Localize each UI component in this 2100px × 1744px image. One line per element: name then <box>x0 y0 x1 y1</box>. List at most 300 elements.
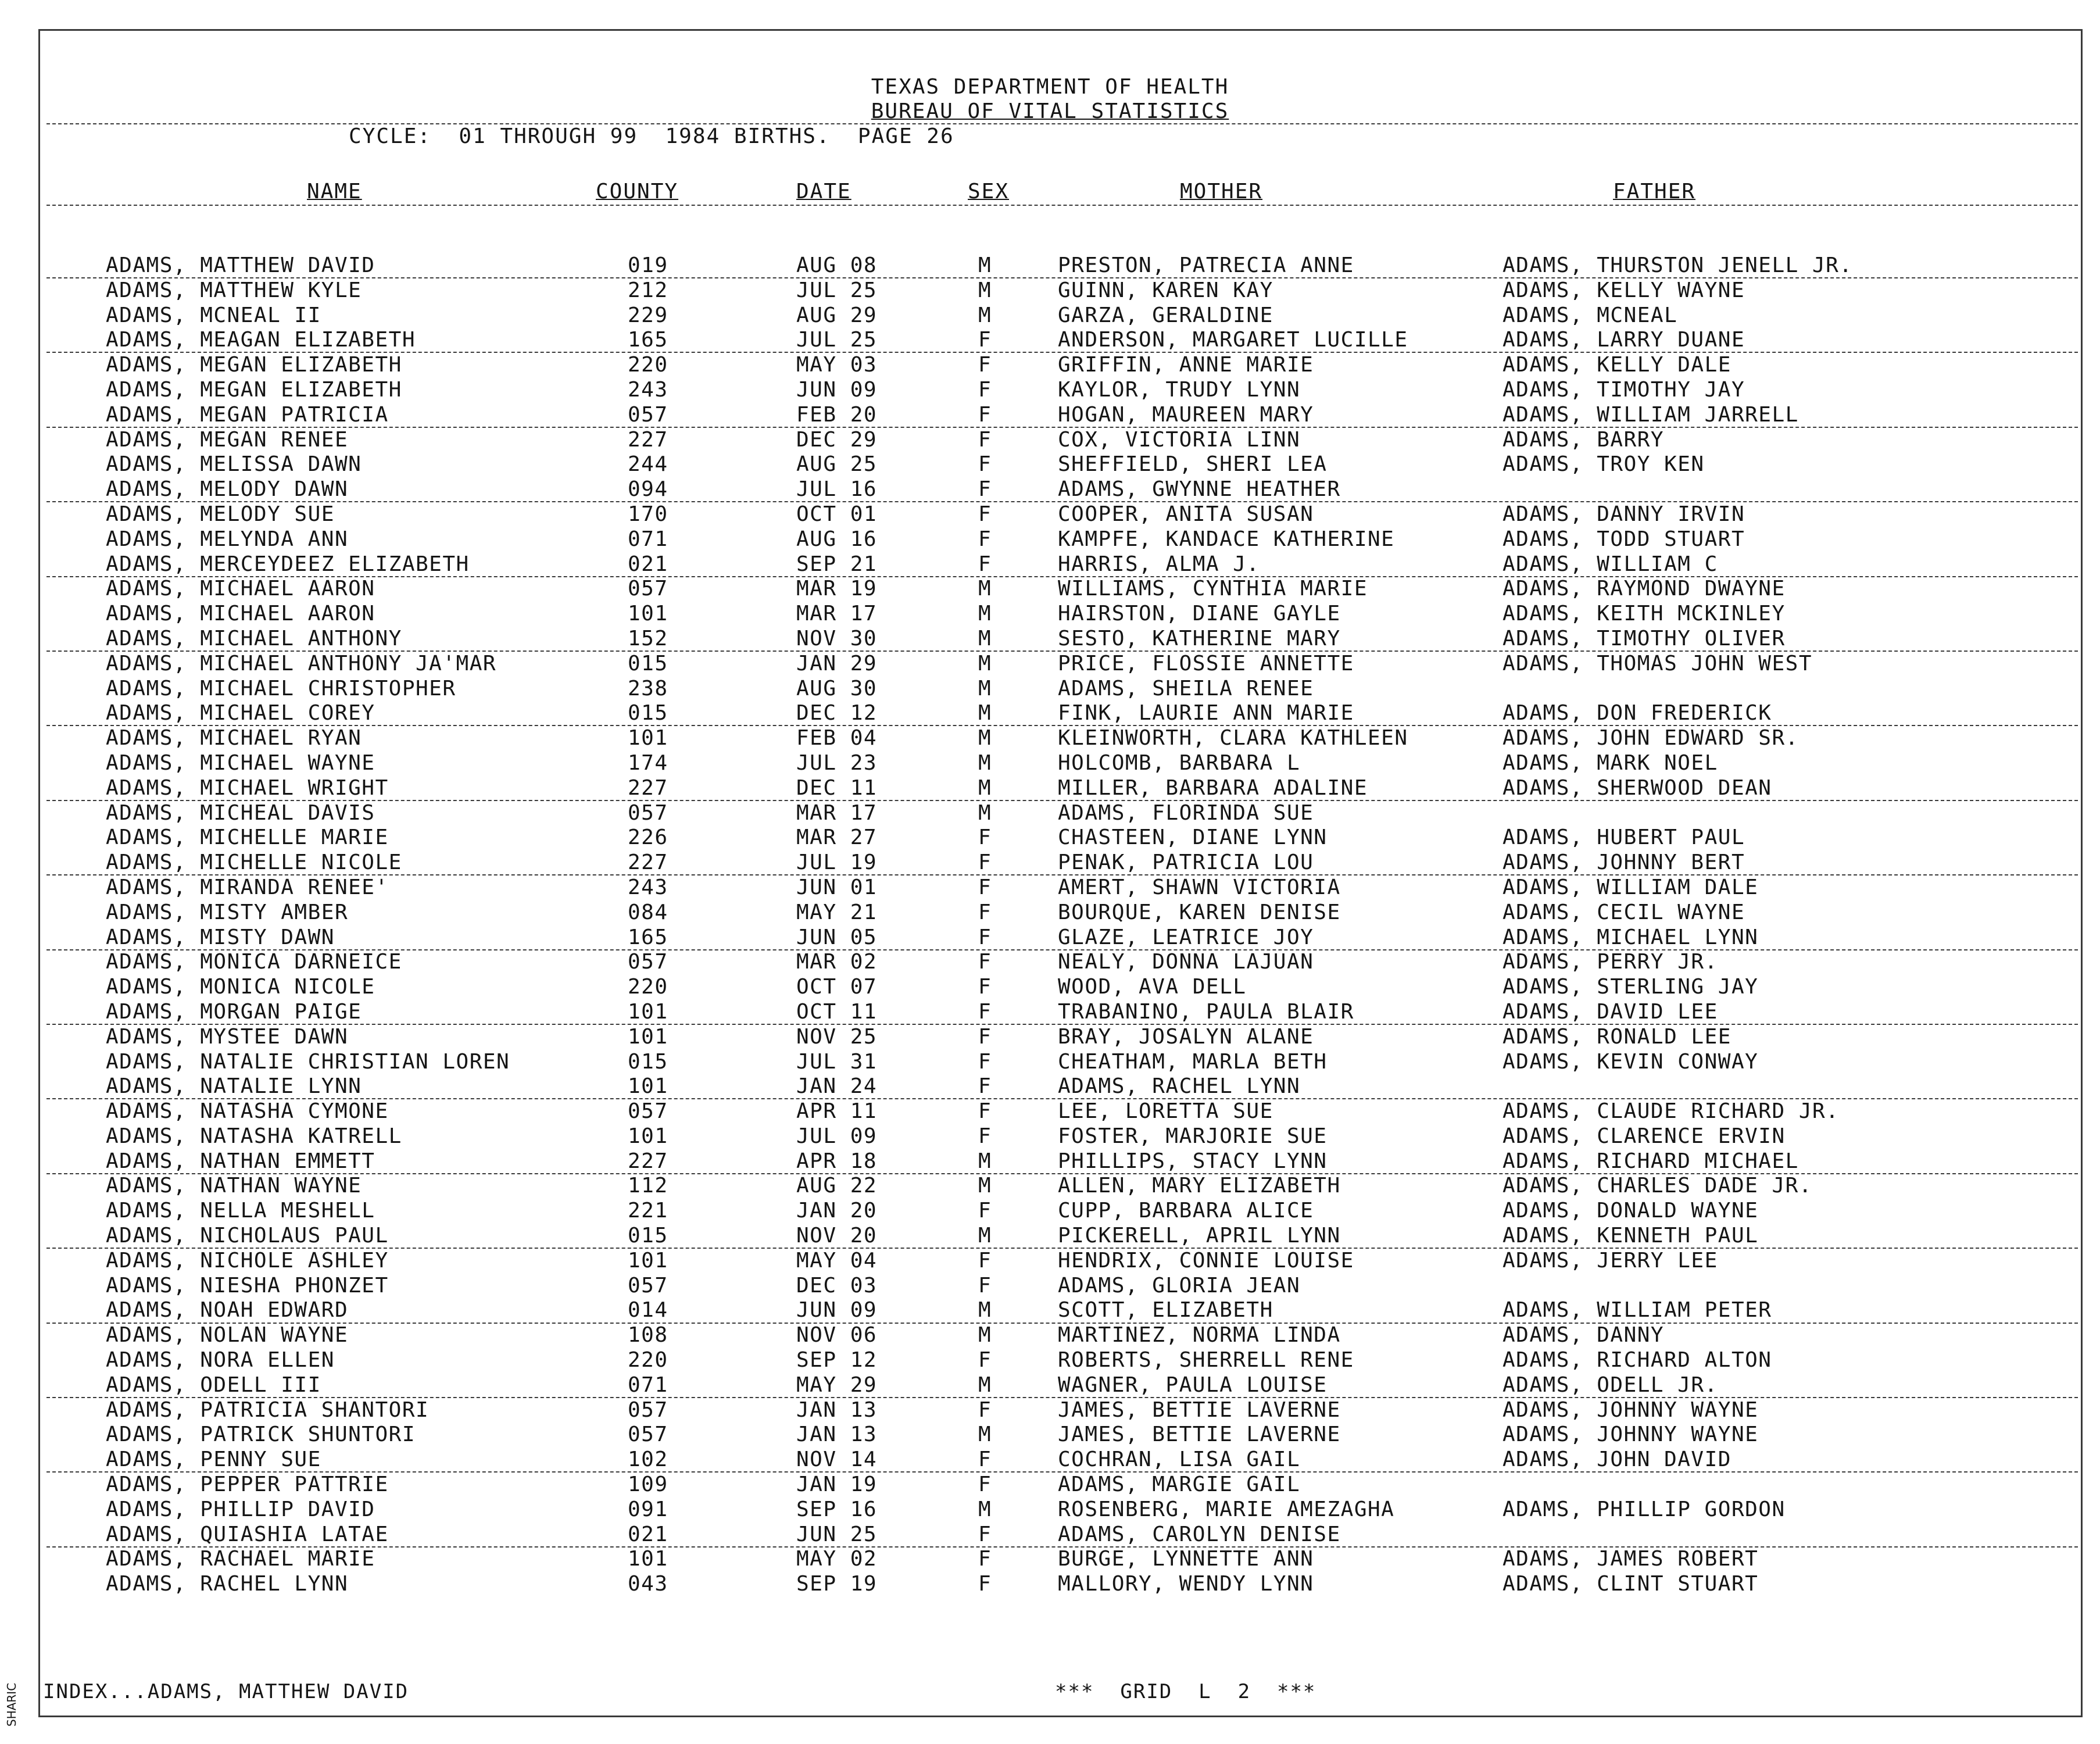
record-county: 101 <box>628 1074 668 1099</box>
table-row <box>0 1324 2100 1349</box>
record-mother: PRESTON, PATRECIA ANNE <box>1058 253 1354 277</box>
row-group-divider <box>46 1173 2078 1174</box>
record-father: ADAMS, CHARLES DADE JR. <box>1502 1174 1812 1198</box>
row-group-divider <box>46 949 2078 950</box>
record-county: 101 <box>628 1124 668 1148</box>
record-sex: F <box>978 552 992 576</box>
record-mother: ADAMS, CAROLYN DENISE <box>1058 1522 1341 1546</box>
record-name: ADAMS, PEPPER PATTRIE <box>106 1473 389 1497</box>
record-father: ADAMS, KENNETH PAUL <box>1502 1224 1759 1248</box>
row-group-divider <box>46 1323 2078 1324</box>
record-mother: HAIRSTON, DIANE GAYLE <box>1058 602 1341 626</box>
record-sex: F <box>978 353 992 377</box>
table-row <box>0 403 2100 428</box>
record-name: ADAMS, PATRICK SHUNTORI <box>106 1423 416 1447</box>
record-date: SEP 16 <box>796 1497 878 1521</box>
record-name: ADAMS, PENNY SUE <box>106 1448 321 1472</box>
record-date: MAY 21 <box>796 900 878 924</box>
record-name: ADAMS, ODELL III <box>106 1373 321 1397</box>
record-date: FEB 20 <box>796 402 878 427</box>
table-row <box>0 876 2100 901</box>
table-row <box>0 1423 2100 1448</box>
record-county: 015 <box>628 651 668 676</box>
record-county: 071 <box>628 527 668 551</box>
record-sex: F <box>978 1273 992 1298</box>
record-father: ADAMS, KELLY DALE <box>1502 353 1731 377</box>
record-mother: PRICE, FLOSSIE ANNETTE <box>1058 651 1354 676</box>
table-row <box>0 279 2100 304</box>
record-date: MAY 02 <box>796 1547 878 1571</box>
record-date: NOV 30 <box>796 626 878 651</box>
record-county: 043 <box>628 1572 668 1596</box>
record-sex: M <box>978 303 992 327</box>
record-sex: M <box>978 726 992 751</box>
table-row <box>0 1399 2100 1424</box>
record-date: JUN 25 <box>796 1522 878 1546</box>
record-mother: FOSTER, MARJORIE SUE <box>1058 1124 1328 1148</box>
record-sex: M <box>978 278 992 302</box>
table-row <box>0 1174 2100 1199</box>
record-county: 057 <box>628 950 668 974</box>
record-name: ADAMS, MICHAEL AARON <box>106 602 375 626</box>
record-mother: GARZA, GERALDINE <box>1058 303 1273 327</box>
record-father: ADAMS, THOMAS JOHN WEST <box>1502 651 1812 676</box>
record-county: 243 <box>628 377 668 402</box>
record-father: ADAMS, PERRY JR. <box>1502 950 1718 974</box>
table-row <box>0 727 2100 752</box>
row-group-divider <box>46 874 2078 875</box>
record-father: ADAMS, LARRY DUANE <box>1502 328 1745 352</box>
record-name: ADAMS, MEGAN PATRICIA <box>106 402 389 427</box>
record-father: ADAMS, JOHNNY BERT <box>1502 850 1745 875</box>
record-name: ADAMS, NICHOLE ASHLEY <box>106 1248 389 1273</box>
record-county: 057 <box>628 800 668 825</box>
record-name: ADAMS, NORA ELLEN <box>106 1348 335 1373</box>
record-county: 229 <box>628 303 668 327</box>
record-name: ADAMS, NATASHA CYMONE <box>106 1099 389 1124</box>
record-sex: F <box>978 975 992 999</box>
record-county: 165 <box>628 925 668 949</box>
record-mother: MALLORY, WENDY LYNN <box>1058 1572 1314 1596</box>
record-name: ADAMS, MONICA DARNEICE <box>106 950 402 974</box>
table-row <box>0 802 2100 827</box>
row-group-divider <box>46 1397 2078 1398</box>
table-row <box>0 553 2100 578</box>
record-mother: JAMES, BETTIE LAVERNE <box>1058 1423 1341 1447</box>
side-stamp-text: SHARIC <box>5 1682 19 1727</box>
table-row <box>0 1075 2100 1100</box>
record-sex: M <box>978 626 992 651</box>
table-row <box>0 1374 2100 1399</box>
record-date: AUG 29 <box>796 303 878 327</box>
table-row <box>0 503 2100 528</box>
record-name: ADAMS, MYSTEE DAWN <box>106 1024 349 1049</box>
record-mother: ADAMS, RACHEL LYNN <box>1058 1074 1301 1099</box>
record-mother: SCOTT, ELIZABETH <box>1058 1298 1273 1323</box>
record-date: MAR 17 <box>796 800 878 825</box>
row-group-divider <box>46 651 2078 652</box>
record-mother: JAMES, BETTIE LAVERNE <box>1058 1398 1341 1422</box>
record-date: AUG 30 <box>796 676 878 701</box>
table-row <box>0 1473 2100 1498</box>
record-mother: KLEINWORTH, CLARA KATHLEEN <box>1058 726 1408 751</box>
record-father: ADAMS, WILLIAM C <box>1502 552 1718 576</box>
record-date: AUG 25 <box>796 452 878 477</box>
record-date: DEC 29 <box>796 427 878 452</box>
row-group-divider <box>46 1098 2078 1099</box>
record-sex: M <box>978 676 992 701</box>
record-father: ADAMS, RAYMOND DWAYNE <box>1502 577 1786 601</box>
record-father: ADAMS, RICHARD MICHAEL <box>1502 1149 1799 1173</box>
record-county: 057 <box>628 577 668 601</box>
record-mother: ADAMS, MARGIE GAIL <box>1058 1473 1301 1497</box>
record-father: ADAMS, TIMOTHY OLIVER <box>1502 626 1786 651</box>
record-father: ADAMS, JOHN DAVID <box>1502 1448 1731 1472</box>
record-sex: M <box>978 253 992 277</box>
record-date: JUL 25 <box>796 328 878 352</box>
table-row <box>0 652 2100 677</box>
record-county: 101 <box>628 726 668 751</box>
record-date: MAY 03 <box>796 353 878 377</box>
record-sex: F <box>978 1049 992 1074</box>
record-county: 101 <box>628 1248 668 1273</box>
record-mother: GLAZE, LEATRICE JOY <box>1058 925 1314 949</box>
record-date: JUN 05 <box>796 925 878 949</box>
record-name: ADAMS, NIESHA PHONZET <box>106 1273 389 1298</box>
table-row <box>0 752 2100 777</box>
record-date: JUL 16 <box>796 477 878 502</box>
row-group-divider <box>46 277 2078 278</box>
record-sex: F <box>978 477 992 502</box>
department-title: TEXAS DEPARTMENT OF HEALTH <box>871 75 1229 99</box>
record-sex: F <box>978 1199 992 1223</box>
record-sex: M <box>978 577 992 601</box>
record-mother: ROSENBERG, MARIE AMEZAGHA <box>1058 1497 1395 1521</box>
record-sex: F <box>978 502 992 526</box>
record-father: ADAMS, BARRY <box>1502 427 1665 452</box>
record-county: 057 <box>628 402 668 427</box>
record-date: OCT 11 <box>796 999 878 1024</box>
record-county: 165 <box>628 328 668 352</box>
record-sex: F <box>978 1348 992 1373</box>
record-county: 244 <box>628 452 668 477</box>
record-date: SEP 21 <box>796 552 878 576</box>
record-sex: M <box>978 602 992 626</box>
table-row <box>0 627 2100 652</box>
record-mother: GRIFFIN, ANNE MARIE <box>1058 353 1314 377</box>
record-county: 101 <box>628 1547 668 1571</box>
record-mother: KAYLOR, TRUDY LYNN <box>1058 377 1301 402</box>
table-row <box>0 677 2100 702</box>
record-county: 015 <box>628 701 668 726</box>
record-county: 102 <box>628 1448 668 1472</box>
record-county: 021 <box>628 552 668 576</box>
record-county: 014 <box>628 1298 668 1323</box>
record-name: ADAMS, MELYNDA ANN <box>106 527 349 551</box>
record-mother: KAMPFE, KANDACE KATHERINE <box>1058 527 1395 551</box>
record-father: ADAMS, WILLIAM DALE <box>1502 875 1759 899</box>
column-header-name: NAME <box>307 180 362 203</box>
record-date: NOV 20 <box>796 1224 878 1248</box>
record-name: ADAMS, MORGAN PAIGE <box>106 999 362 1024</box>
record-date: JUL 31 <box>796 1049 878 1074</box>
record-date: MAY 29 <box>796 1373 878 1397</box>
record-name: ADAMS, MIRANDA RENEE' <box>106 875 389 899</box>
column-header-date: DATE <box>796 180 852 203</box>
record-county: 101 <box>628 602 668 626</box>
record-county: 015 <box>628 1224 668 1248</box>
cycle-line: CYCLE: 01 THROUGH 99 1984 BIRTHS. PAGE 26 <box>349 124 954 148</box>
table-row <box>0 428 2100 453</box>
record-sex: M <box>978 1174 992 1198</box>
record-county: 170 <box>628 502 668 526</box>
record-name: ADAMS, MONICA NICOLE <box>106 975 375 999</box>
column-header-father: FATHER <box>1613 180 1696 203</box>
table-row <box>0 328 2100 353</box>
record-sex: F <box>978 999 992 1024</box>
record-mother: ADAMS, FLORINDA SUE <box>1058 800 1314 825</box>
record-father: ADAMS, JOHN EDWARD SR. <box>1502 726 1799 751</box>
record-name: ADAMS, MICHAEL AARON <box>106 577 375 601</box>
column-header-sex: SEX <box>968 180 1010 203</box>
record-date: JUL 23 <box>796 751 878 775</box>
record-name: ADAMS, MISTY AMBER <box>106 900 349 924</box>
table-row <box>0 1224 2100 1249</box>
table-row <box>0 826 2100 851</box>
record-county: 071 <box>628 1373 668 1397</box>
table-row <box>0 1573 2100 1598</box>
record-name: ADAMS, MELODY DAWN <box>106 477 349 502</box>
record-date: MAR 17 <box>796 602 878 626</box>
record-date: AUG 22 <box>796 1174 878 1198</box>
record-sex: F <box>978 850 992 875</box>
record-name: ADAMS, NICHOLAUS PAUL <box>106 1224 389 1248</box>
record-sex: F <box>978 1448 992 1472</box>
record-father: ADAMS, HUBERT PAUL <box>1502 825 1745 850</box>
record-mother: TRABANINO, PAULA BLAIR <box>1058 999 1354 1024</box>
record-father: ADAMS, JOHNNY WAYNE <box>1502 1423 1759 1447</box>
record-date: JUN 09 <box>796 377 878 402</box>
record-mother: PENAK, PATRICIA LOU <box>1058 850 1314 875</box>
record-father: ADAMS, CLAUDE RICHARD JR. <box>1502 1099 1840 1124</box>
record-county: 091 <box>628 1497 668 1521</box>
record-name: ADAMS, QUIASHIA LATAE <box>106 1522 389 1546</box>
table-row <box>0 577 2100 602</box>
record-county: 019 <box>628 253 668 277</box>
table-row <box>0 353 2100 378</box>
record-sex: M <box>978 751 992 775</box>
record-name: ADAMS, MICHAEL WRIGHT <box>106 775 389 800</box>
record-mother: LEE, LORETTA SUE <box>1058 1099 1273 1124</box>
record-name: ADAMS, MICHAEL ANTHONY JA'MAR <box>106 651 497 676</box>
record-sex: M <box>978 1497 992 1521</box>
table-row <box>0 602 2100 627</box>
record-mother: CUPP, BARBARA ALICE <box>1058 1199 1314 1223</box>
record-sex: F <box>978 950 992 974</box>
record-date: SEP 12 <box>796 1348 878 1373</box>
table-row <box>0 1349 2100 1374</box>
record-county: 174 <box>628 751 668 775</box>
record-date: APR 18 <box>796 1149 878 1173</box>
table-row <box>0 1548 2100 1573</box>
record-county: 112 <box>628 1174 668 1198</box>
record-name: ADAMS, MICHELLE MARIE <box>106 825 389 850</box>
record-mother: MARTINEZ, NORMA LINDA <box>1058 1323 1341 1348</box>
record-county: 226 <box>628 825 668 850</box>
record-county: 152 <box>628 626 668 651</box>
record-sex: F <box>978 1398 992 1422</box>
side-stamp <box>5 1674 22 1727</box>
record-father: ADAMS, KEITH MCKINLEY <box>1502 602 1786 626</box>
record-county: 084 <box>628 900 668 924</box>
table-row <box>0 1299 2100 1324</box>
record-county: 212 <box>628 278 668 302</box>
record-county: 057 <box>628 1099 668 1124</box>
table-row <box>0 1150 2100 1175</box>
record-sex: M <box>978 651 992 676</box>
record-county: 057 <box>628 1423 668 1447</box>
table-row <box>0 975 2100 1000</box>
record-sex: F <box>978 427 992 452</box>
record-name: ADAMS, NATALIE CHRISTIAN LOREN <box>106 1049 510 1074</box>
record-name: ADAMS, RACHAEL MARIE <box>106 1547 375 1571</box>
record-name: ADAMS, PATRICIA SHANTORI <box>106 1398 430 1422</box>
record-father: ADAMS, WILLIAM PETER <box>1502 1298 1772 1323</box>
record-name: ADAMS, MICHELLE NICOLE <box>106 850 402 875</box>
row-group-divider <box>46 725 2078 726</box>
record-date: JAN 29 <box>796 651 878 676</box>
record-name: ADAMS, NOAH EDWARD <box>106 1298 349 1323</box>
record-date: JAN 13 <box>796 1423 878 1447</box>
record-county: 221 <box>628 1199 668 1223</box>
record-father: ADAMS, JAMES ROBERT <box>1502 1547 1759 1571</box>
record-date: MAR 19 <box>796 577 878 601</box>
record-date: NOV 14 <box>796 1448 878 1472</box>
record-sex: F <box>978 925 992 949</box>
record-father: ADAMS, CLINT STUART <box>1502 1572 1759 1596</box>
record-mother: CHASTEEN, DIANE LYNN <box>1058 825 1328 850</box>
record-sex: F <box>978 1572 992 1596</box>
record-name: ADAMS, NATHAN WAYNE <box>106 1174 362 1198</box>
record-name: ADAMS, MATTHEW DAVID <box>106 253 375 277</box>
record-date: MAY 04 <box>796 1248 878 1273</box>
record-father: ADAMS, MARK NOEL <box>1502 751 1718 775</box>
record-sex: F <box>978 402 992 427</box>
record-father: ADAMS, ODELL JR. <box>1502 1373 1718 1397</box>
record-name: ADAMS, MICHAEL ANTHONY <box>106 626 402 651</box>
table-row <box>0 528 2100 553</box>
record-county: 227 <box>628 850 668 875</box>
table-row <box>0 1274 2100 1299</box>
record-father: ADAMS, TODD STUART <box>1502 527 1745 551</box>
record-mother: MILLER, BARBARA ADALINE <box>1058 775 1368 800</box>
record-sex: F <box>978 377 992 402</box>
record-name: ADAMS, MISTY DAWN <box>106 925 335 949</box>
record-name: ADAMS, MELISSA DAWN <box>106 452 362 477</box>
record-name: ADAMS, MICHAEL COREY <box>106 701 375 726</box>
record-name: ADAMS, NATHAN EMMETT <box>106 1149 375 1173</box>
record-county: 243 <box>628 875 668 899</box>
table-row <box>0 1498 2100 1523</box>
record-county: 220 <box>628 1348 668 1373</box>
record-mother: BURGE, LYNNETTE ANN <box>1058 1547 1314 1571</box>
record-sex: F <box>978 1248 992 1273</box>
record-name: ADAMS, MICHAEL WAYNE <box>106 751 375 775</box>
record-name: ADAMS, NATALIE LYNN <box>106 1074 362 1099</box>
record-mother: GUINN, KAREN KAY <box>1058 278 1273 302</box>
record-mother: NEALY, DONNA LAJUAN <box>1058 950 1314 974</box>
record-sex: F <box>978 527 992 551</box>
record-father: ADAMS, KELLY WAYNE <box>1502 278 1745 302</box>
table-row <box>0 1000 2100 1025</box>
record-sex: M <box>978 1298 992 1323</box>
record-mother: COOPER, ANITA SUSAN <box>1058 502 1314 526</box>
record-county: 101 <box>628 999 668 1024</box>
record-father: ADAMS, DANNY IRVIN <box>1502 502 1745 526</box>
record-mother: ADAMS, GLORIA JEAN <box>1058 1273 1301 1298</box>
record-mother: ADAMS, GWYNNE HEATHER <box>1058 477 1341 502</box>
record-name: ADAMS, MICHAEL RYAN <box>106 726 362 751</box>
column-header-mother: MOTHER <box>1180 180 1263 203</box>
record-name: ADAMS, RACHEL LYNN <box>106 1572 349 1596</box>
record-name: ADAMS, NATASHA KATRELL <box>106 1124 402 1148</box>
record-date: JAN 19 <box>796 1473 878 1497</box>
record-father: ADAMS, JERRY LEE <box>1502 1248 1718 1273</box>
table-row <box>0 851 2100 876</box>
table-row <box>0 453 2100 478</box>
row-group-divider <box>46 1248 2078 1249</box>
record-county: 015 <box>628 1049 668 1074</box>
record-date: FEB 04 <box>796 726 878 751</box>
row-group-divider <box>46 576 2078 577</box>
column-header-divider <box>46 205 2078 206</box>
record-name: ADAMS, NELLA MESHELL <box>106 1199 375 1223</box>
record-father: ADAMS, DONALD WAYNE <box>1502 1199 1759 1223</box>
record-sex: F <box>978 328 992 352</box>
record-county: 021 <box>628 1522 668 1546</box>
record-sex: F <box>978 1124 992 1148</box>
record-father: ADAMS, CLARENCE ERVIN <box>1502 1124 1786 1148</box>
record-name: ADAMS, MICHEAL DAVIS <box>106 800 375 825</box>
record-date: JAN 13 <box>796 1398 878 1422</box>
record-sex: M <box>978 1323 992 1348</box>
record-county: 094 <box>628 477 668 502</box>
record-mother: COCHRAN, LISA GAIL <box>1058 1448 1301 1472</box>
record-sex: F <box>978 825 992 850</box>
record-county: 220 <box>628 975 668 999</box>
record-county: 108 <box>628 1323 668 1348</box>
record-mother: AMERT, SHAWN VICTORIA <box>1058 875 1341 899</box>
record-father: ADAMS, RICHARD ALTON <box>1502 1348 1772 1373</box>
record-sex: F <box>978 875 992 899</box>
record-mother: ADAMS, SHEILA RENEE <box>1058 676 1314 701</box>
table-row <box>0 1050 2100 1075</box>
row-group-divider <box>46 1024 2078 1025</box>
record-sex: M <box>978 1373 992 1397</box>
record-name: ADAMS, MEGAN RENEE <box>106 427 349 452</box>
record-sex: M <box>978 1224 992 1248</box>
record-mother: SESTO, KATHERINE MARY <box>1058 626 1341 651</box>
table-row <box>0 926 2100 951</box>
record-mother: HARRIS, ALMA J. <box>1058 552 1260 576</box>
row-group-divider <box>46 501 2078 502</box>
record-mother: BRAY, JOSALYN ALANE <box>1058 1024 1314 1049</box>
record-mother: FINK, LAURIE ANN MARIE <box>1058 701 1354 726</box>
row-group-divider <box>46 352 2078 353</box>
record-date: JUN 09 <box>796 1298 878 1323</box>
record-mother: ANDERSON, MARGARET LUCILLE <box>1058 328 1408 352</box>
record-name: ADAMS, MEGAN ELIZABETH <box>106 353 402 377</box>
